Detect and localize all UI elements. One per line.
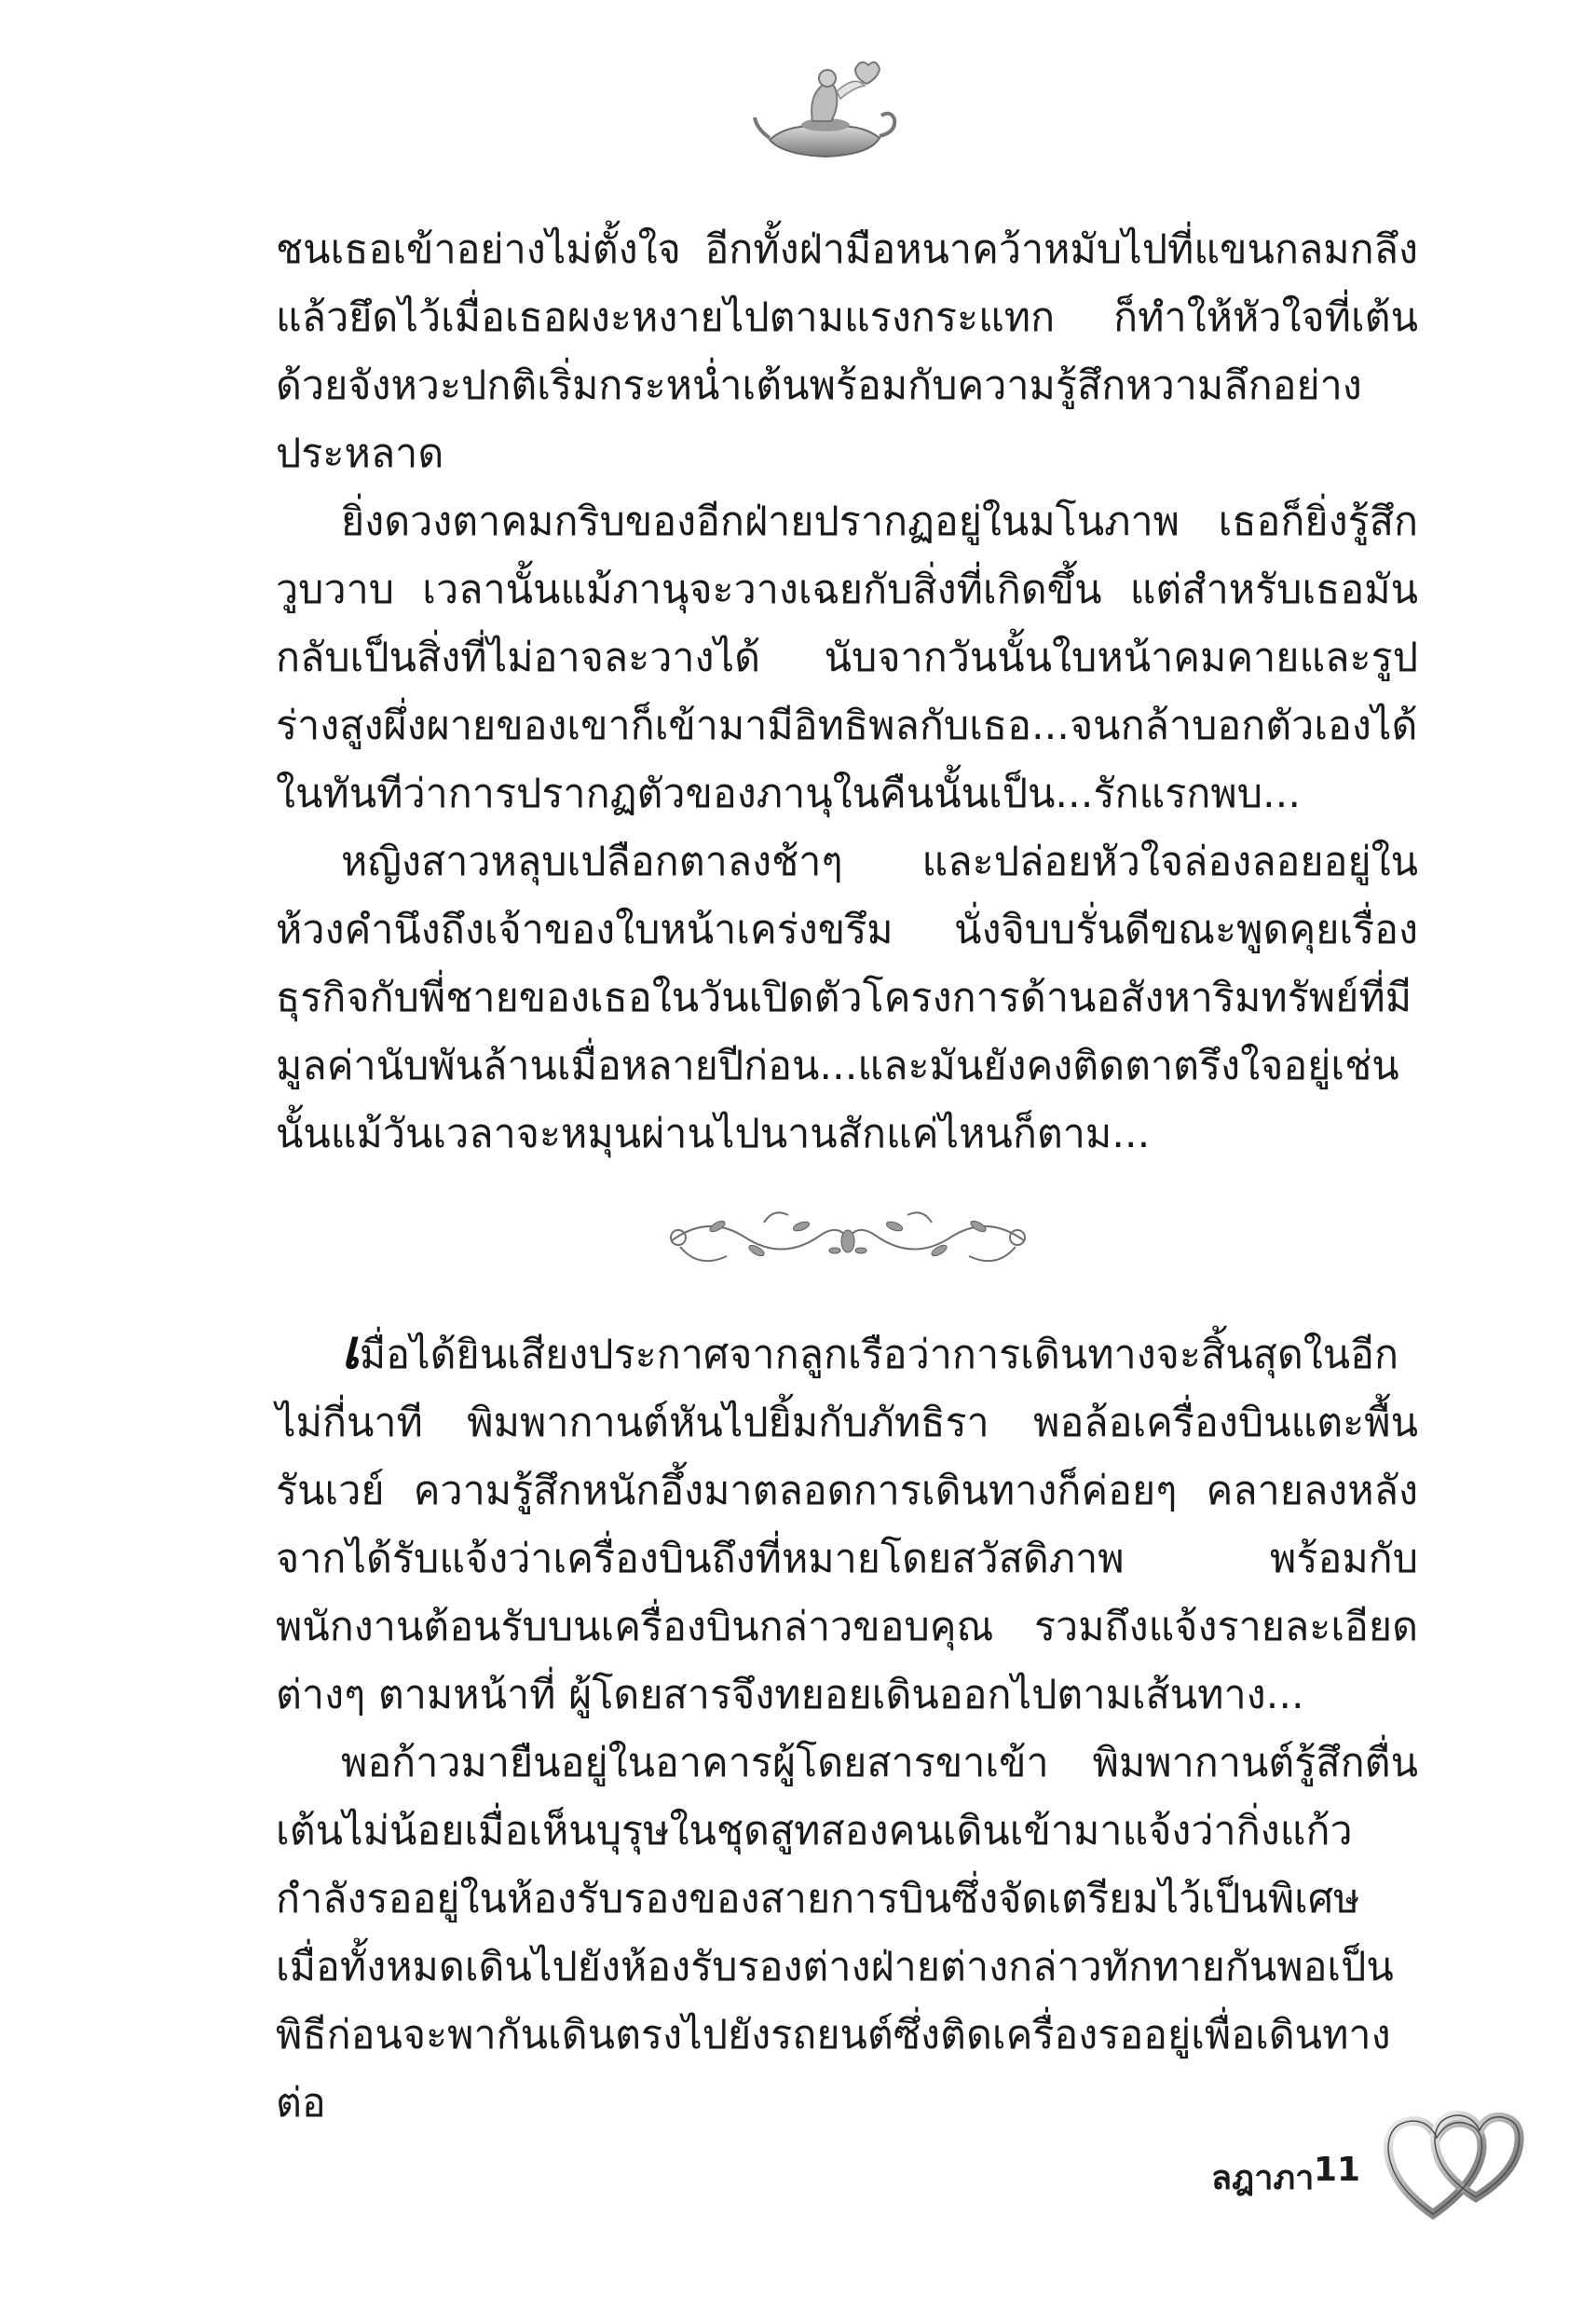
paragraph-5: พอก้าวมายืนอยู่ในอาคารผู้โดยสารขาเข้า พิมพากานต์รู้สึกตื่นเต้นไม่น้อยเมื่อเห็นบุรุษในชุดสูทสองคนเดินเข้ามาแจ้งว่ากิ่งแก้วกำลังรออยู่ในห้องรับรองของสายการบินซึ่งจัดเตรียมไว้เป็นพิเศษ เมื่อทั้งหมดเดินไปยังห้องรับรองต่างฝ่ายต่างกล่าวทักทายกันพอเป็นพิธีก่อนจะพากันเดินตรงไปยังรถยนต์ซึ่งติดเครื่องรออยู่เพื่อเดินทางต่อ [276, 1740, 1418, 2126]
body-text-section-2 [276, 1318, 1418, 2138]
cupid-teapot-ornament-icon [751, 54, 900, 166]
paragraph-2: ยิ่งดวงตาคมกริบของอีกฝ่ายปรากฏอยู่ในมโนภาพ เธอก็ยิ่งรู้สึกวูบวาบ เวลานั้นแม้ภานุจะวางเฉยกับสิ่งที่เกิดขึ้น แต่สำหรับเธอมันกลับเป็นสิ่งที่ไม่อาจละวางได้ นับจากวันนั้นใบหน้าคมคายและรูปร่างสูงผึ่งผายของเขาก็เข้ามามีอิทธิพลกับเธอ...จนกล้าบอกตัวเองได้ในทันทีว่าการปรากฏตัวของภานุในคืนนั้นเป็น...รักแรกพบ... [276, 499, 1418, 817]
body-text-section-1 [276, 216, 1418, 1169]
interlocked-hearts-icon [1377, 2087, 1526, 2227]
paragraph-4 [276, 1318, 1418, 1730]
paragraph-1: ชนเธอเข้าอย่างไม่ตั้งใจ อีกทั้งฝ่ามือหนาคว้าหมับไปที่แขนกลมกลึงแล้วยึดไว้เมื่อเธอผงะหงายไปตามแรงกระแทก ก็ทำให้หัวใจที่เต้นด้วยจังหวะปกติเริ่มกระหน่ำเต้นพร้อมกับความรู้สึกหวามลึกอย่างประหลาด [276, 226, 1418, 477]
drop-cap: เ [341, 1318, 360, 1381]
floral-vine-divider-icon [652, 1195, 1044, 1284]
page-number: 11 [1314, 2151, 1361, 2189]
book-title: ลฎาภา [1211, 2159, 1315, 2197]
paragraph-4-text: มื่อได้ยินเสียงประกาศจากลูกเรือว่าการเดินทางจะสิ้นสุดในอีกไม่กี่นาที พิมพากานต์หันไปยิ้มกับภัทธิรา พอล้อเครื่องบินแตะพื้นรันเวย์ ความรู้สึกหนักอึ้งมาตลอดการเดินทางก็ค่อยๆ คลายลงหลังจากได้รับแจ้งว่าเครื่องบินถึงที่หมายโดยสวัสดิภาพ พร้อมกับพนักงานต้อนรับบนเครื่องบินกล่าวขอบคุณ รวมถึงแจ้งรายละเอียดต่างๆ ตามหน้าที่ ผู้โดยสารจึงทยอยเดินออกไปตามเส้นทาง... [276, 1332, 1418, 1718]
paragraph-3: หญิงสาวหลุบเปลือกตาลงช้าๆ และปล่อยหัวใจล่องลอยอยู่ในห้วงคำนึงถึงเจ้าของใบหน้าเคร่งขรึม นั่งจิบบรั่นดีขณะพูดคุยเรื่องธุรกิจกับพี่ชายของเธอในวันเปิดตัวโครงการด้านอสังหาริมทรัพย์ที่มีมูลค่านับพันล้านเมื่อหลายปีก่อน...และมันยังคงติดตาตรึงใจอยู่เช่นนั้นแม้วันเวลาจะหมุนผ่านไปนานสักแค่ไหนก็ตาม... [276, 839, 1418, 1157]
